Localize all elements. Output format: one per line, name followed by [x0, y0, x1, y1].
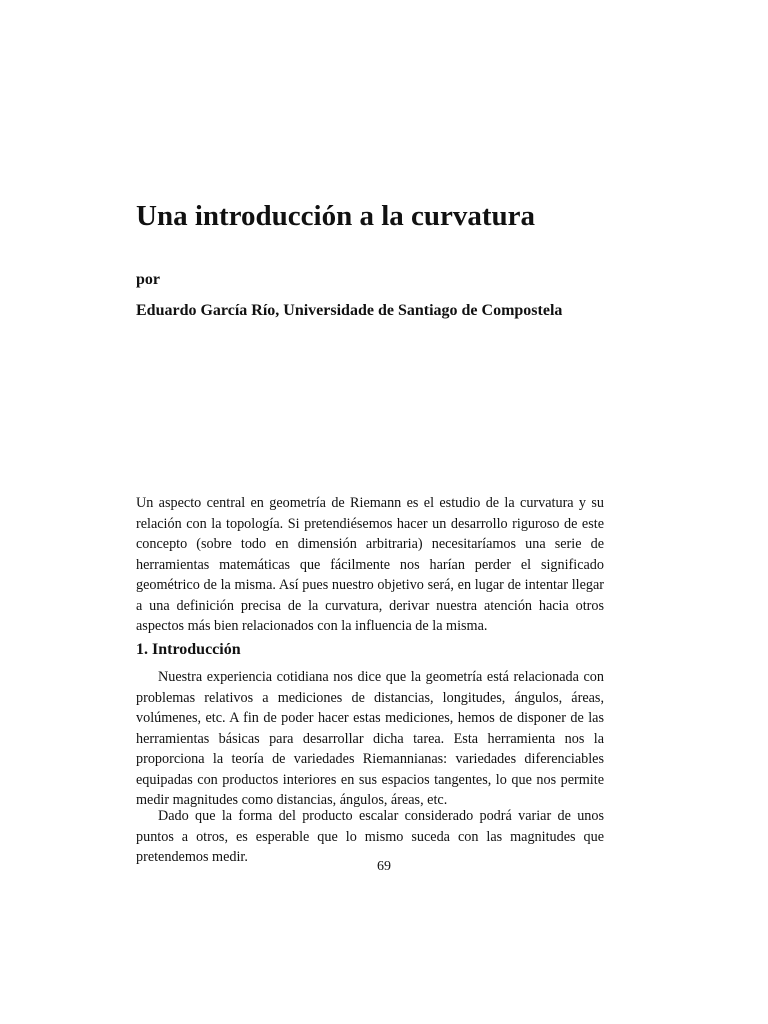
body-paragraph: Nuestra experiencia cotidiana nos dice que la geometría está relacionada con problemas relativos a mediciones de distancias, longitudes, ángulos, áreas, volúmenes, etc. A fin de poder hacer estas mediciones, hemos de disponer de las herramientas básicas para desarrollar dicha tarea. Esta herramienta nos la proporciona la teoría de variedades Riemannianas: variedades diferenciables equipadas con productos interiores en sus espacios tangentes, lo que nos permite medir magnitudes como distancias, ángulos, áreas, etc.: [136, 669, 604, 808]
page-number: 69: [377, 859, 391, 874]
author-affiliation: Eduardo García Río, Universidade de Santiago de Compostela: [136, 302, 563, 319]
paper-title: Una introducción a la curvatura: [136, 200, 536, 232]
by-label: por: [136, 271, 160, 288]
body-paragraph: Dado que la forma del producto escalar considerado podrá variar de unos puntos a otros, es esperable que lo mismo suceda con las magnitudes que pretendemos medir.: [136, 808, 604, 865]
section-heading-introduccion: 1. Introducción: [136, 641, 241, 658]
abstract-paragraph: Un aspecto central en geometría de Riemann es el estudio de la curvatura y su relación con la topología. Si pretendiésemos hacer un desarrollo riguroso de este concepto (sobre todo en dimensión arbitraria) necesitaríamos una serie de herramientas matemáticas que fácilmente nos harían perder el significado geométrico de la misma. Así pues nuestro objetivo será, en lugar de intentar llegar a una definición precisa de la curvatura, derivar nuestra atención hacia otros aspectos más bien relacionados con la influencia de la misma.: [136, 495, 604, 634]
